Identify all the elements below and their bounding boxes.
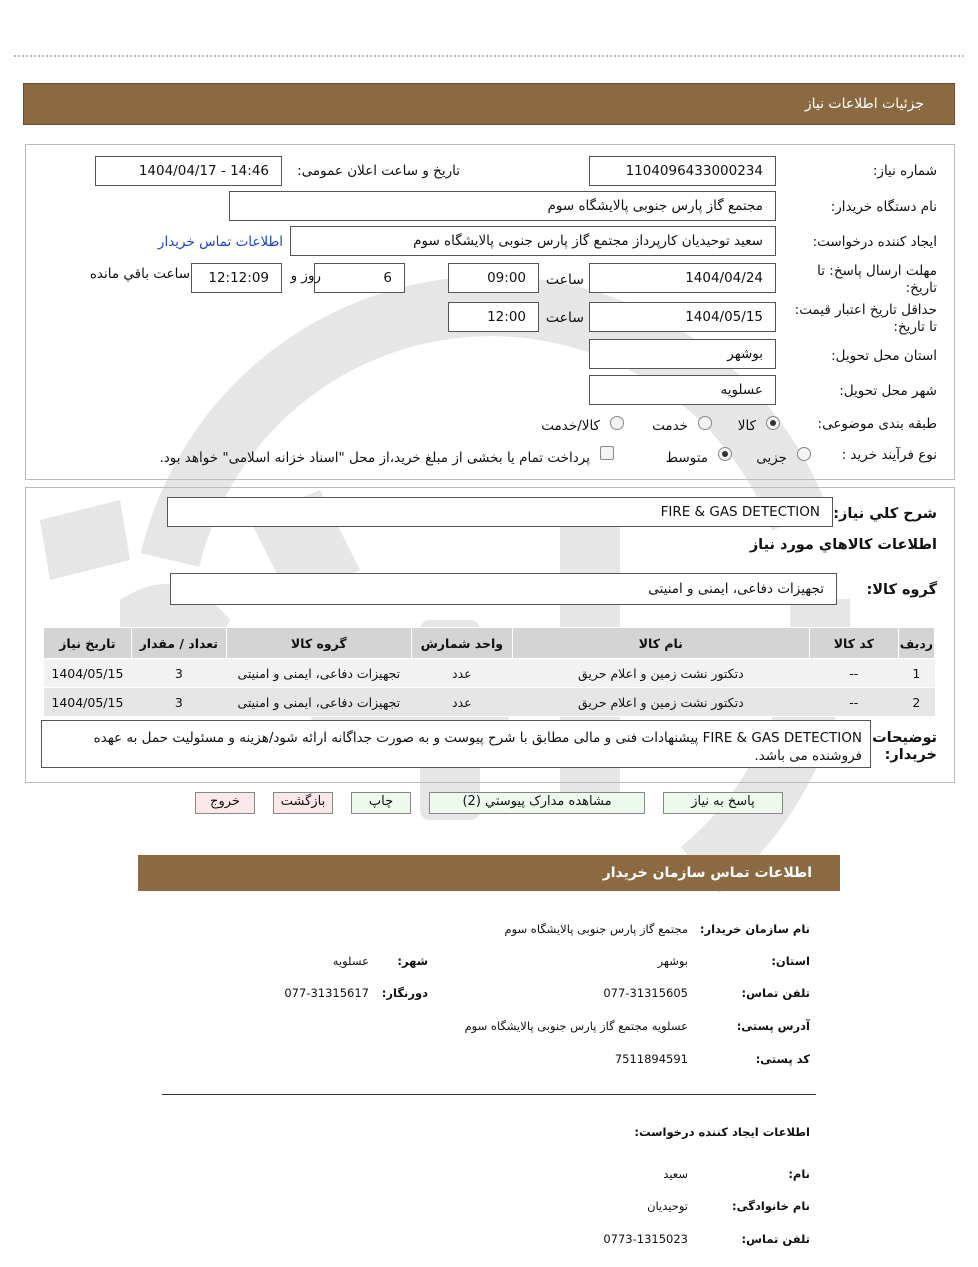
need-number-field: 1104096433000234	[589, 156, 776, 186]
days-field: 6	[314, 263, 405, 293]
creator-last-name-label: نام خانوادگی:	[732, 1199, 810, 1213]
validity-label-2: تا تاریخ:	[893, 319, 937, 335]
contact-city: عسلویه	[332, 954, 369, 968]
cell-row-no: 2	[898, 688, 934, 717]
remaining-label: ساعت باقي مانده	[89, 266, 190, 282]
category-radio-goods[interactable]	[766, 416, 780, 430]
cell-code: --	[809, 659, 898, 688]
announce-field: 1404/04/17 - 14:46	[95, 156, 282, 186]
exit-button[interactable]: خروج	[195, 792, 255, 814]
validity-label-1: حداقل تاریخ اعتبار قیمت:	[794, 302, 937, 318]
buyer-notes-label-2: خریدار:	[884, 747, 937, 763]
category-radio-goods-service[interactable]	[610, 416, 624, 430]
category-option-goods-service: کالا/خدمت	[541, 418, 600, 434]
contact-postal: 7511894591	[614, 1052, 688, 1066]
deadline-label-1: مهلت ارسال پاسخ: تا	[817, 263, 937, 279]
process-option-minor: جزیی	[756, 450, 787, 466]
payment-note: پرداخت تمام یا بخشی از مبلغ خرید،از محل "اسناد خزانه اسلامی" خواهد بود.	[159, 450, 590, 466]
requester-label: ایجاد کننده درخواست:	[812, 234, 937, 250]
process-radio-medium[interactable]	[718, 447, 732, 461]
contact-city-label: شهر:	[397, 954, 428, 968]
cell-group: تجهیزات دفاعی، ایمنی و امنیتی	[226, 688, 411, 717]
need-number-label: شماره نیاز:	[872, 163, 937, 179]
validity-time-label: ساعت	[545, 310, 584, 326]
contact-header	[138, 855, 840, 891]
creator-phone: 0773-1315023	[603, 1232, 688, 1246]
treasury-checkbox[interactable]	[600, 446, 614, 460]
deadline-time-field: 09:00	[448, 263, 539, 293]
contact-province: بوشهر	[657, 954, 688, 968]
page-title: جزئیات اطلاعات نیاز	[804, 96, 924, 112]
col-unit: واحد شمارش	[411, 628, 512, 659]
category-option-service: خدمت	[652, 418, 688, 434]
goods-info-title: اطلاعات كالاهاي مورد نياز	[749, 537, 937, 553]
buyer-contact-link[interactable]: اطلاعات تماس خریدار	[157, 234, 283, 250]
back-button[interactable]: بازگشت	[273, 792, 333, 814]
contact-address-label: آدرس پستی:	[736, 1019, 810, 1033]
cell-qty: 3	[131, 688, 226, 717]
contact-fax: 077-31315617	[284, 986, 369, 1000]
creator-title: اطلاعات ایجاد کننده درخواست:	[634, 1125, 810, 1139]
col-name: نام کالا	[512, 628, 809, 659]
col-row-no: رديف	[898, 628, 934, 659]
view-attachments-button[interactable]: مشاهده مدارک پیوستي (2)	[429, 792, 645, 814]
province-field: بوشهر	[589, 339, 776, 369]
print-button[interactable]: چاپ	[351, 792, 411, 814]
validity-time-field: 12:00	[448, 302, 539, 332]
col-code: کد کالا	[809, 628, 898, 659]
cell-code: --	[809, 688, 898, 717]
goods-table	[43, 627, 935, 717]
reply-button[interactable]: پاسخ به نیاز	[663, 792, 783, 814]
cell-qty: 3	[131, 659, 226, 688]
remaining-time-field: 12:12:09	[191, 263, 282, 293]
category-option-goods: کالا	[737, 418, 756, 434]
cell-group: تجهیزات دفاعی، ایمنی و امنیتی	[226, 659, 411, 688]
deadline-time-label: ساعت	[545, 272, 584, 288]
page-header	[23, 83, 955, 125]
creator-first-name: سعید	[663, 1167, 688, 1181]
category-label: طبقه بندی موضوعی:	[817, 416, 937, 432]
contact-divider	[162, 1094, 816, 1095]
col-qty: تعداد / مقدار	[131, 628, 226, 659]
category-radio-service[interactable]	[698, 416, 712, 430]
contact-address: عسلویه مجتمع گاز پارس جنوبی پالایشگاه سوم	[464, 1019, 688, 1033]
general-desc-field: FIRE & GAS DETECTION	[167, 497, 833, 527]
deadline-label-2: تاریخ:	[905, 280, 937, 296]
process-label: نوع فرآیند خرید :	[841, 447, 937, 463]
contact-province-label: استان:	[771, 954, 810, 968]
buyer-org-label: نام دستگاه خریدار:	[830, 199, 937, 215]
buyer-org-field: مجتمع گاز پارس جنوبی پالایشگاه سوم	[229, 191, 776, 221]
table-header-row	[44, 628, 935, 659]
requester-field: سعید توحیدیان کارپرداز مجتمع گاز پارس جنوبی پالایشگاه سوم	[290, 226, 776, 256]
contact-org: مجتمع گاز پارس جنوبی پالایشگاه سوم	[504, 922, 688, 936]
col-group: گروه کالا	[226, 628, 411, 659]
city-field: عسلویه	[589, 375, 776, 405]
cell-date: 1404/05/15	[44, 688, 132, 717]
contact-postal-label: کد پستی:	[755, 1052, 810, 1066]
process-radio-minor[interactable]	[797, 447, 811, 461]
table-row	[44, 659, 935, 688]
cell-unit: عدد	[411, 688, 512, 717]
province-label: استان محل تحویل:	[831, 348, 937, 364]
contact-fax-label: دورنگار:	[381, 986, 428, 1000]
process-option-medium: متوسط	[665, 450, 708, 466]
top-divider	[14, 55, 964, 57]
buyer-notes-label-1: توضیحات	[872, 730, 937, 746]
creator-last-name: توحیدیان	[647, 1199, 688, 1213]
cell-name: دتکتور نشت زمین و اعلام حریق	[512, 688, 809, 717]
cell-name: دتکتور نشت زمین و اعلام حریق	[512, 659, 809, 688]
goods-group-label: گروه کالا:	[866, 582, 937, 598]
validity-date-field: 1404/05/15	[589, 302, 776, 332]
contact-org-label: نام سازمان خریدار:	[699, 922, 810, 936]
contact-phone: 077-31315605	[603, 986, 688, 1000]
general-desc-label: شرح كلي نياز:	[833, 506, 937, 522]
col-date: تاريخ نياز	[44, 628, 132, 659]
creator-phone-label: تلفن تماس:	[741, 1232, 810, 1246]
creator-first-name-label: نام:	[788, 1167, 810, 1181]
table-row	[44, 688, 935, 717]
buyer-notes-field: FIRE & GAS DETECTION پیشنهادات فنی و مالی مطابق با شرح پیوست و به صورت جداگانه ارائه شود/هزینه و مسئولیت حمل به عهده فروشنده می باشد.	[41, 720, 871, 768]
cell-row-no: 1	[898, 659, 934, 688]
cell-unit: عدد	[411, 659, 512, 688]
days-label: روز و	[290, 268, 321, 284]
cell-date: 1404/05/15	[44, 659, 132, 688]
contact-title: اطلاعات تماس سازمان خریدار	[602, 865, 812, 881]
goods-group-field: تجهیزات دفاعی، ایمنی و امنیتی	[170, 573, 837, 605]
deadline-date-field: 1404/04/24	[589, 263, 776, 293]
city-label: شهر محل تحویل:	[839, 383, 937, 399]
contact-phone-label: تلفن تماس:	[741, 986, 810, 1000]
announce-label: تاریخ و ساعت اعلان عمومی:	[297, 163, 460, 179]
